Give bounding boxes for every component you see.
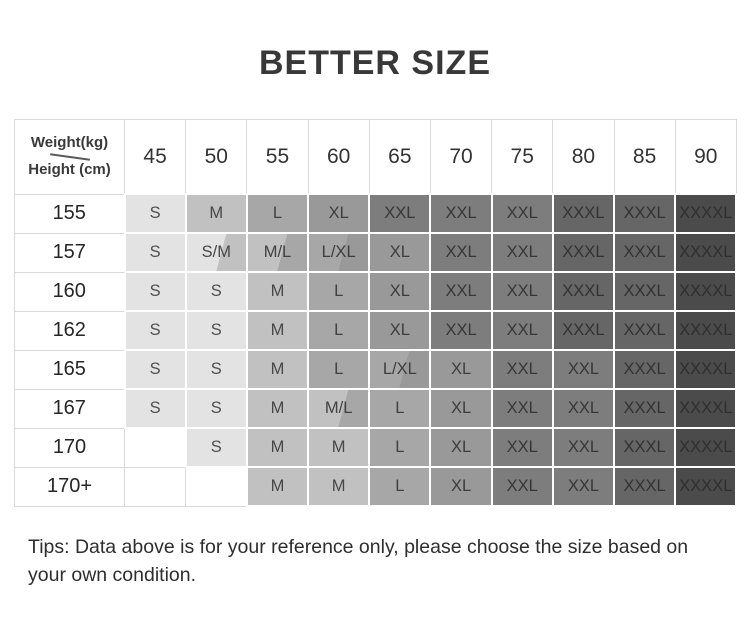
size-cell: XXXXL xyxy=(675,233,736,272)
height-label: 165 xyxy=(15,350,125,389)
size-cell: XXL xyxy=(492,350,553,389)
size-table xyxy=(14,119,737,507)
size-cell: L xyxy=(369,389,430,428)
size-cell: M xyxy=(186,194,247,233)
tips-note: Tips: Data above is for your reference only, please choose the size based on your own condition. xyxy=(28,536,689,586)
size-cell: XXL xyxy=(492,428,553,467)
table-row xyxy=(15,311,737,350)
table-row xyxy=(15,272,737,311)
size-cell: L xyxy=(247,194,308,233)
size-cell: M xyxy=(247,311,308,350)
size-cell: L/XL xyxy=(308,233,369,272)
size-cell: XXL xyxy=(492,233,553,272)
size-cell: XXXL xyxy=(553,233,614,272)
size-cell: XXXL xyxy=(614,389,675,428)
size-cell: XXXXL xyxy=(675,467,736,506)
size-cell: S/M xyxy=(186,233,247,272)
weight-header: 70 xyxy=(430,120,491,195)
size-cell: XXXL xyxy=(553,272,614,311)
size-cell: XXXL xyxy=(614,350,675,389)
size-cell: L xyxy=(308,350,369,389)
table-row xyxy=(15,428,737,467)
height-label: 155 xyxy=(15,194,125,233)
size-cell: XXL xyxy=(430,272,491,311)
size-cell: S xyxy=(186,350,247,389)
size-cell: M xyxy=(247,272,308,311)
size-cell: S xyxy=(186,389,247,428)
size-cell: XXXL xyxy=(553,311,614,350)
weight-header: 55 xyxy=(247,120,308,195)
size-cell: S xyxy=(125,194,186,233)
table-row xyxy=(15,350,737,389)
size-cell: XXXXL xyxy=(675,350,736,389)
size-cell: S xyxy=(186,428,247,467)
size-cell: XXXXL xyxy=(675,194,736,233)
size-cell: L xyxy=(308,311,369,350)
size-cell: XL xyxy=(369,272,430,311)
table-row xyxy=(15,389,737,428)
size-cell: XXXL xyxy=(614,311,675,350)
empty-cell xyxy=(125,428,186,467)
size-cell: XXL xyxy=(492,389,553,428)
size-cell: S xyxy=(125,350,186,389)
size-cell: XL xyxy=(308,194,369,233)
empty-cell xyxy=(186,467,247,506)
size-cell: XL xyxy=(430,350,491,389)
height-label: 170+ xyxy=(15,467,125,506)
size-cell: XXXL xyxy=(614,233,675,272)
size-cell: S xyxy=(186,311,247,350)
size-cell: XXL xyxy=(492,194,553,233)
corner-cell xyxy=(15,120,125,195)
size-cell: M/L xyxy=(308,389,369,428)
size-cell: XXXXL xyxy=(675,311,736,350)
size-cell: XL xyxy=(430,389,491,428)
size-cell: S xyxy=(186,272,247,311)
size-cell: XXL xyxy=(369,194,430,233)
size-cell: XXL xyxy=(492,272,553,311)
size-cell: S xyxy=(125,233,186,272)
weight-header: 50 xyxy=(186,120,247,195)
size-cell: XXXXL xyxy=(675,272,736,311)
size-cell: XXXXL xyxy=(675,389,736,428)
size-cell: XXL xyxy=(430,311,491,350)
size-cell: L xyxy=(369,467,430,506)
height-label: 160 xyxy=(15,272,125,311)
size-cell: M xyxy=(308,467,369,506)
size-cell: L xyxy=(369,428,430,467)
weight-header: 45 xyxy=(125,120,186,195)
size-cell: XXXL xyxy=(614,194,675,233)
size-cell: XXL xyxy=(553,389,614,428)
size-cell: M xyxy=(308,428,369,467)
height-label: 157 xyxy=(15,233,125,272)
corner-weight-label: Weight(kg) xyxy=(30,134,109,151)
weight-header: 90 xyxy=(675,120,736,195)
size-table-body xyxy=(15,194,737,506)
size-table-head-row xyxy=(15,120,737,195)
corner-height-label: Height (cm) xyxy=(28,160,111,178)
diagonal-divider-line xyxy=(50,153,90,161)
size-cell: XXL xyxy=(553,350,614,389)
size-cell: S xyxy=(125,389,186,428)
size-cell: XXXL xyxy=(614,467,675,506)
height-label: 162 xyxy=(15,311,125,350)
size-cell: XL xyxy=(430,428,491,467)
size-cell: XXL xyxy=(430,194,491,233)
size-cell: XXXL xyxy=(553,194,614,233)
size-cell: XXL xyxy=(430,233,491,272)
size-cell: XXL xyxy=(492,311,553,350)
size-cell: L/XL xyxy=(369,350,430,389)
weight-header: 80 xyxy=(553,120,614,195)
weight-header: 65 xyxy=(369,120,430,195)
size-cell: M xyxy=(247,428,308,467)
size-cell: M xyxy=(247,467,308,506)
height-label: 170 xyxy=(15,428,125,467)
size-cell: XXL xyxy=(553,428,614,467)
size-cell: XL xyxy=(430,467,491,506)
size-cell: XXL xyxy=(553,467,614,506)
size-cell: XL xyxy=(369,233,430,272)
table-row xyxy=(15,467,737,506)
size-cell: S xyxy=(125,311,186,350)
weight-header: 75 xyxy=(492,120,553,195)
size-cell: M/L xyxy=(247,233,308,272)
size-cell: XXXXL xyxy=(675,428,736,467)
page-title: BETTER SIZE xyxy=(258,44,492,82)
table-row xyxy=(15,233,737,272)
table-row xyxy=(15,194,737,233)
size-cell: M xyxy=(247,350,308,389)
size-cell: XXXL xyxy=(614,428,675,467)
size-cell: XXXL xyxy=(614,272,675,311)
weight-header: 85 xyxy=(614,120,675,195)
weight-header: 60 xyxy=(308,120,369,195)
size-cell: S xyxy=(125,272,186,311)
size-cell: XL xyxy=(369,311,430,350)
size-cell: M xyxy=(247,389,308,428)
size-cell: L xyxy=(308,272,369,311)
height-label: 167 xyxy=(15,389,125,428)
empty-cell xyxy=(125,467,186,506)
size-cell: XXL xyxy=(492,467,553,506)
